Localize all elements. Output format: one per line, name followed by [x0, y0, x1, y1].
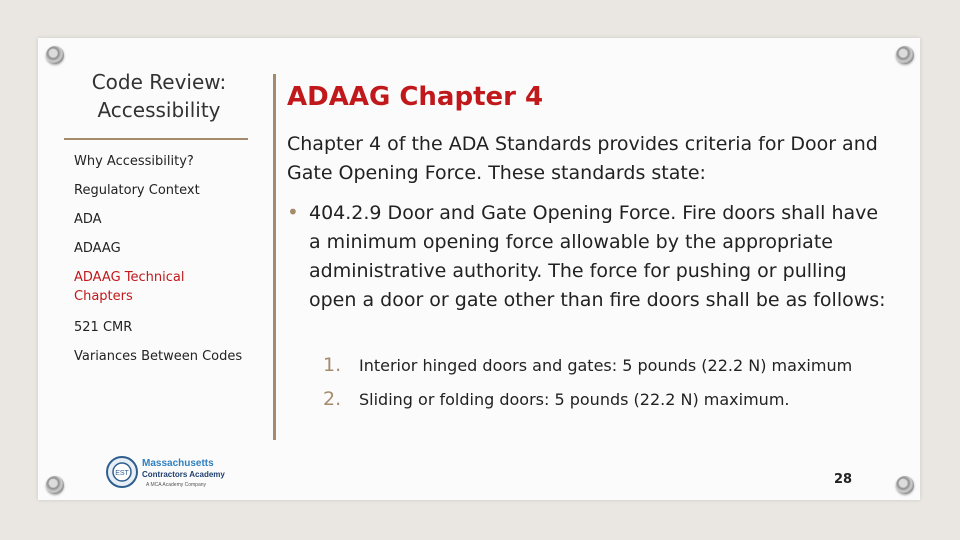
massachusetts-contractors-academy-logo [106, 455, 230, 489]
nav-item-521-cmr[interactable]: 521 CMR [74, 320, 133, 335]
sidebar-title: Code Review: Accessibility [91, 70, 227, 122]
list-marker: 1. [323, 354, 342, 376]
vertical-divider [273, 74, 276, 440]
nav-item-variances-between-codes[interactable]: Variances Between Codes [74, 349, 243, 364]
pushpin-icon [46, 476, 64, 494]
nav-item-adaag-technical-chapters[interactable]: ADAAG Technical Chapters [74, 270, 185, 304]
svg-text:Contractors Academy: Contractors Academy [142, 470, 225, 479]
nav-item-ada[interactable]: ADA [74, 212, 102, 227]
list-item [323, 388, 789, 410]
svg-text:EST: EST [115, 470, 129, 477]
list-item [323, 354, 852, 376]
sidebar-divider [64, 138, 248, 140]
list-item-text: Sliding or folding doors: 5 pounds (22.2 N) maximum. [359, 390, 790, 409]
svg-text:Massachusetts: Massachusetts [142, 458, 214, 469]
nav-item-why-accessibility[interactable]: Why Accessibility? [74, 154, 194, 169]
list-marker: 2. [323, 388, 342, 410]
pushpin-icon [46, 46, 64, 64]
bullet-icon: • [287, 200, 299, 224]
page-number: 28 [834, 472, 853, 487]
svg-text:A MCA Academy Company: A MCA Academy Company [146, 482, 207, 488]
pushpin-icon [896, 46, 914, 64]
nav-item-adaag[interactable]: ADAAG [74, 241, 121, 256]
intro-paragraph: Chapter 4 of the ADA Standards provides criteria for Door and Gate Opening Force. These standards state: [287, 133, 878, 184]
page-title: ADAAG Chapter 4 [287, 82, 544, 112]
list-item-text: Interior hinged doors and gates: 5 pounds (22.2 N) maximum [359, 356, 853, 375]
bullet-paragraph: 404.2.9 Door and Gate Opening Force. Fire doors shall have a minimum opening force allowable by the appropriate administrative authority. The force for pushing or pulling open a door or gate other than fire doors shall be as follows: [309, 202, 886, 311]
nav-item-regulatory-context[interactable]: Regulatory Context [74, 183, 200, 198]
pushpin-icon [896, 476, 914, 494]
